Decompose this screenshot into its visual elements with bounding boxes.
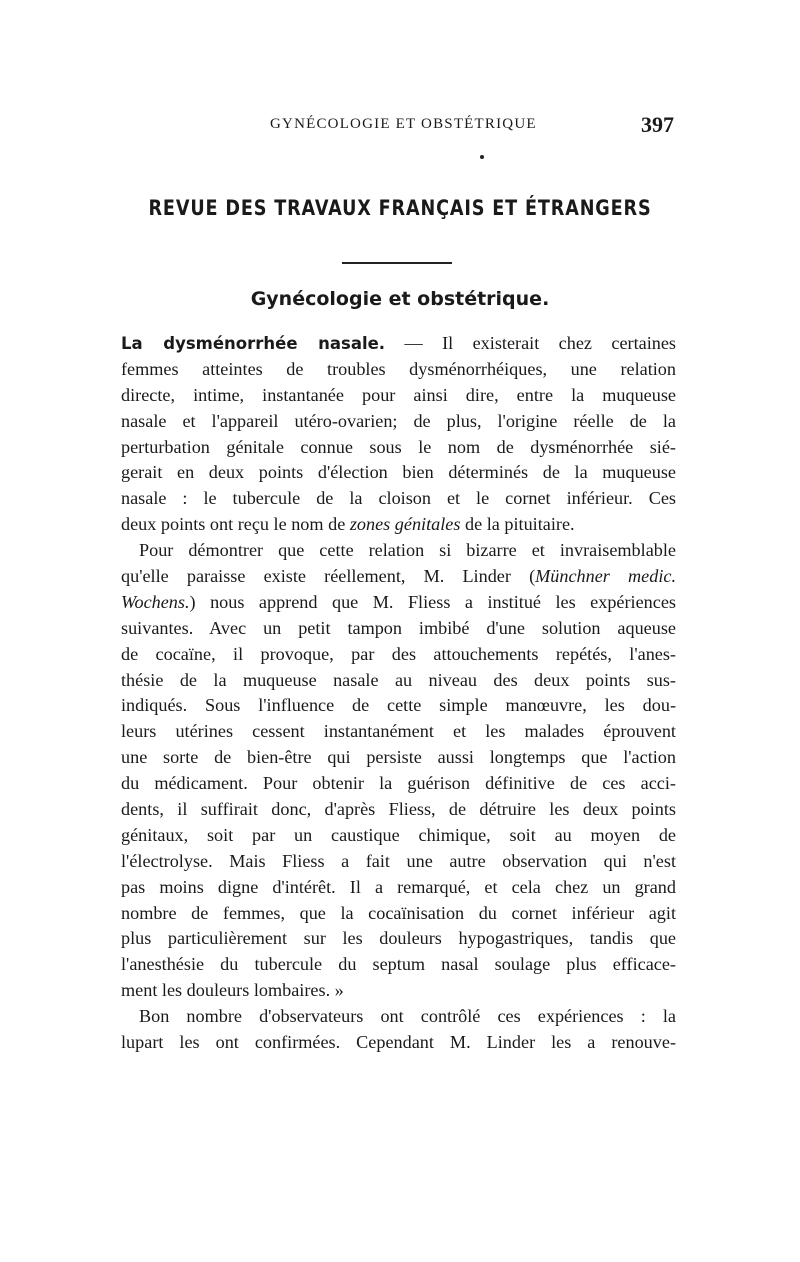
- text-line: thésie de la muqueuse nasale au niveau des deux points sus-: [121, 669, 676, 690]
- printer-mark: [480, 155, 484, 159]
- text-line: femmes atteintes de troubles dysménorrhéiques, une relation: [121, 358, 676, 379]
- text-line: lupart les ont confirmées. Cependant M. Linder les a renouve-: [121, 1032, 676, 1053]
- text-line: directe, intime, instantanée pour ainsi dire, entre la muqueuse: [121, 384, 676, 405]
- text-line: du médicament. Pour obtenir la guérison définitive de ces acci-: [121, 773, 676, 794]
- running-header: [122, 112, 674, 142]
- text-line: une sorte de bien-être qui persiste aussi longtemps que l'action: [121, 747, 676, 768]
- text-line: nasale et l'appareil utéro-ovarien; de plus, l'origine réelle de la: [121, 410, 676, 431]
- section-title: Gynécologie et obstétrique.: [250, 288, 550, 310]
- article-body: [121, 331, 676, 1056]
- text-line: Bon nombre d'observateurs ont contrôlé ces expériences : la: [139, 1006, 676, 1027]
- article-lead: La dysménorrhée nasale.: [121, 334, 386, 353]
- main-title: REVUE DES TRAVAUX FRANÇAIS ET ÉTRANGERS: [148, 196, 652, 220]
- text-line: plus particulièrement sur les douleurs hypogastriques, tandis que: [121, 928, 676, 949]
- italic-term: zones génitales: [349, 514, 461, 535]
- text-line: Wochens.) nous apprend que M. Fliess a institué les expériences: [121, 591, 676, 612]
- running-title: GYNÉCOLOGIE ET OBSTÉTRIQUE: [270, 116, 537, 132]
- text-line: l'anesthésie du tubercule du septum nasal soulage plus efficace-: [121, 954, 676, 975]
- italic-citation: Münchner medic.: [535, 566, 676, 587]
- italic-citation: Wochens.: [121, 591, 190, 612]
- text-line: perturbation génitale connue sous le nom de dysménorrhée sié-: [121, 436, 676, 457]
- text-line: indiqués. Sous l'influence de cette simple manœuvre, les dou-: [121, 695, 676, 716]
- text-line: nasale : le tubercule de la cloison et le cornet inférieur. Ces: [121, 488, 676, 509]
- page-number: 397: [641, 112, 674, 137]
- text-line: deux points ont reçu le nom de zones génitales de la pituitaire.: [121, 514, 575, 535]
- text-line: l'électrolyse. Mais Fliess a fait une autre observation qui n'est: [121, 850, 676, 871]
- text-line: gerait en deux points d'élection bien déterminés de la muqueuse: [121, 462, 676, 483]
- text-line: pas moins digne d'intérêt. Il a remarqué, et cela chez un grand: [121, 876, 676, 897]
- text-line: suivantes. Avec un petit tampon imbibé d'une solution aqueuse: [121, 617, 676, 638]
- text-line: leurs utérines cessent instantanément et les malades éprouvent: [121, 721, 676, 742]
- text-line: nombre de femmes, que la cocaïnisation du cornet inférieur agit: [121, 902, 676, 923]
- title-rule: [342, 262, 452, 264]
- text-line: dents, il suffirait donc, d'après Fliess, de détruire les deux points: [121, 799, 676, 820]
- text-line: de cocaïne, il provoque, par des attouchements repétés, l'anes-: [121, 643, 676, 664]
- text-line: La dysménorrhée nasale. — Il existerait chez certaines: [121, 333, 677, 353]
- text-line: qu'elle paraisse existe réellement, M. Linder (Münchner medic.: [121, 566, 676, 587]
- text-line: Pour démontrer que cette relation si bizarre et invraisemblable: [139, 540, 676, 561]
- text-line: génitaux, soit par un caustique chimique, soit au moyen de: [121, 824, 676, 845]
- text-line: ment les douleurs lombaires. »: [121, 980, 344, 1001]
